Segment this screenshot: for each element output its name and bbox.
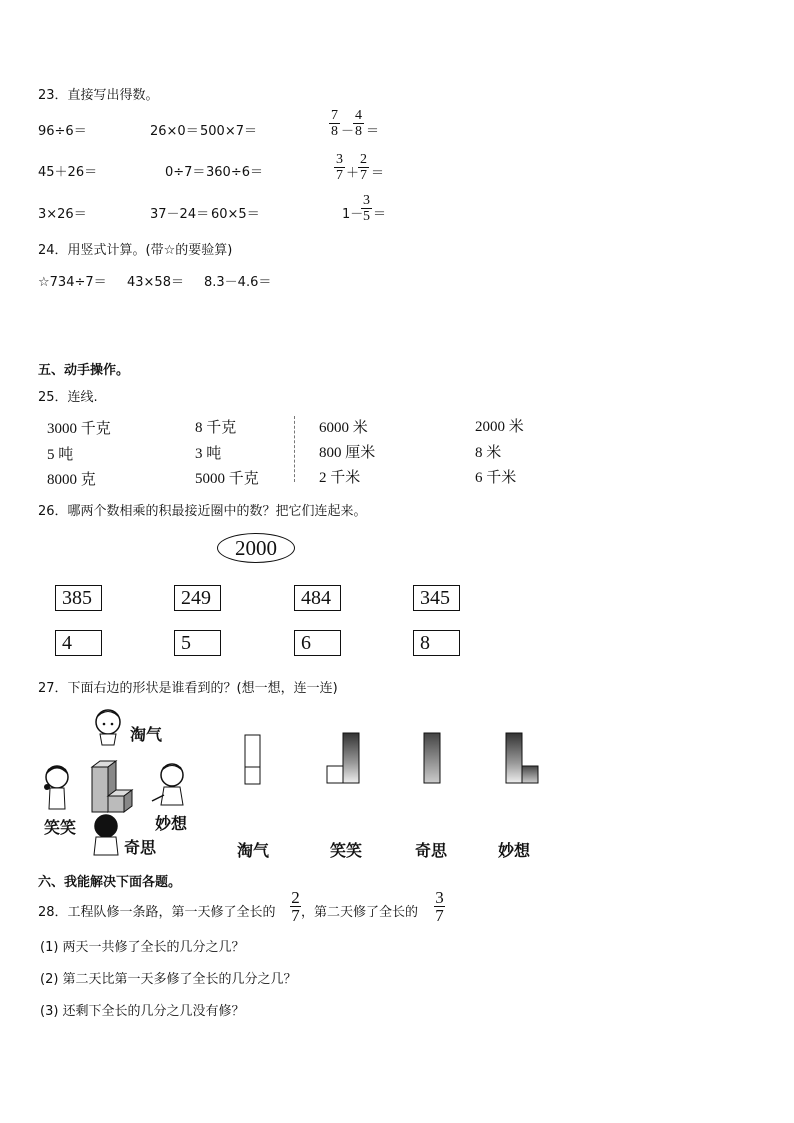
calc-item: 43×58＝ xyxy=(127,275,184,290)
q28-title-part: ，第二天修了全长的 xyxy=(301,905,419,920)
operator: － xyxy=(341,124,355,139)
name-label: 淘气 xyxy=(237,841,270,860)
unit-item: 8 千克 xyxy=(195,420,237,436)
view-shape-4 xyxy=(506,733,538,783)
fraction: 2 7 xyxy=(291,888,300,925)
target-circle: 2000 xyxy=(217,533,295,563)
unit-item: 3 吨 xyxy=(195,446,222,462)
unit-item: 5 吨 xyxy=(47,447,74,463)
number-box: 6 xyxy=(294,630,341,656)
number-box: 484 xyxy=(294,585,341,611)
unit-item: 5000 千克 xyxy=(195,471,259,487)
unit-item: 2 千米 xyxy=(319,470,361,486)
kid-label: 笑笑 xyxy=(44,818,77,837)
view-shape-1 xyxy=(245,735,260,784)
view-shapes xyxy=(238,730,548,790)
kid-icon xyxy=(152,764,183,805)
lead-term: 1－ xyxy=(342,207,364,222)
unit-item: 800 厘米 xyxy=(319,445,376,461)
view-shape-2 xyxy=(327,733,359,783)
q23-title: 23．直接写出得数。 xyxy=(38,88,159,103)
sub-question: (2) 第二天比第一天多修了全长的几分之几？ xyxy=(40,972,297,987)
q26-title: 26．哪两个数相乘的积最接近圈中的数？把它们连起来。 xyxy=(38,504,367,519)
q27-title: 27．下面右边的形状是谁看到的？(想一想，连一连) xyxy=(38,681,338,696)
fraction: 4 8 xyxy=(355,108,362,139)
fraction: 3 5 xyxy=(363,193,370,224)
kid-icon xyxy=(96,710,120,745)
unit-item: 6 千米 xyxy=(475,470,517,486)
name-label: 奇思 xyxy=(415,841,448,860)
q25-title: 25．连线. xyxy=(38,390,98,405)
equals: ＝ xyxy=(366,124,380,139)
fraction: 3 7 xyxy=(336,152,343,183)
kid-label: 淘气 xyxy=(130,725,163,744)
number-box: 249 xyxy=(174,585,221,611)
calc-item: 96÷6＝ xyxy=(38,124,87,139)
fraction: 3 7 xyxy=(435,888,444,925)
unit-item: 2000 米 xyxy=(475,419,524,435)
number-box: 4 xyxy=(55,630,102,656)
q24-title: 24．用竖式计算。(带☆的要验算) xyxy=(38,243,233,258)
unit-item: 8000 克 xyxy=(47,472,96,488)
kid-label: 妙想 xyxy=(155,814,188,833)
calc-item: 60×5＝ xyxy=(211,207,260,222)
kid-icon xyxy=(94,815,118,855)
calc-item: 0÷7＝ xyxy=(165,165,206,180)
equals: ＝ xyxy=(373,207,387,222)
calc-item: 360÷6＝ xyxy=(206,165,263,180)
unit-item: 6000 米 xyxy=(319,420,368,436)
unit-item: 3000 千克 xyxy=(47,421,111,437)
section-heading: 六、我能解决下面各题。 xyxy=(38,875,182,890)
operator: ＋ xyxy=(346,166,360,181)
fraction: 2 7 xyxy=(360,152,367,183)
calc-item: ☆734÷7＝ xyxy=(38,275,107,290)
divider xyxy=(294,416,295,482)
calc-item: 8.3－4.6＝ xyxy=(204,275,272,290)
sub-question: (1) 两天一共修了全长的几分之几？ xyxy=(40,940,245,955)
fraction: 7 8 xyxy=(331,108,338,139)
calc-item: 3×26＝ xyxy=(38,207,87,222)
number-box: 345 xyxy=(413,585,460,611)
calc-item: 500×7＝ xyxy=(200,124,257,139)
name-label: 妙想 xyxy=(498,841,531,860)
number-box: 5 xyxy=(174,630,221,656)
kid-label: 奇思 xyxy=(124,838,157,857)
calc-item: 45＋26＝ xyxy=(38,165,98,180)
equals: ＝ xyxy=(371,166,385,181)
q28-title-part: 28．工程队修一条路，第一天修了全长的 xyxy=(38,905,276,920)
section-heading: 五、动手操作。 xyxy=(38,363,130,378)
sub-question: (3) 还剩下全长的几分之几没有修？ xyxy=(40,1004,245,1019)
small-cube xyxy=(108,790,132,812)
name-label: 笑笑 xyxy=(330,841,363,860)
calc-item: 26×0＝ xyxy=(150,124,199,139)
calc-item: 37－24＝ xyxy=(150,207,210,222)
view-shape-3 xyxy=(424,733,440,783)
kid-icon xyxy=(44,766,68,809)
number-box: 385 xyxy=(55,585,102,611)
unit-item: 8 米 xyxy=(475,445,502,461)
number-box: 8 xyxy=(413,630,460,656)
